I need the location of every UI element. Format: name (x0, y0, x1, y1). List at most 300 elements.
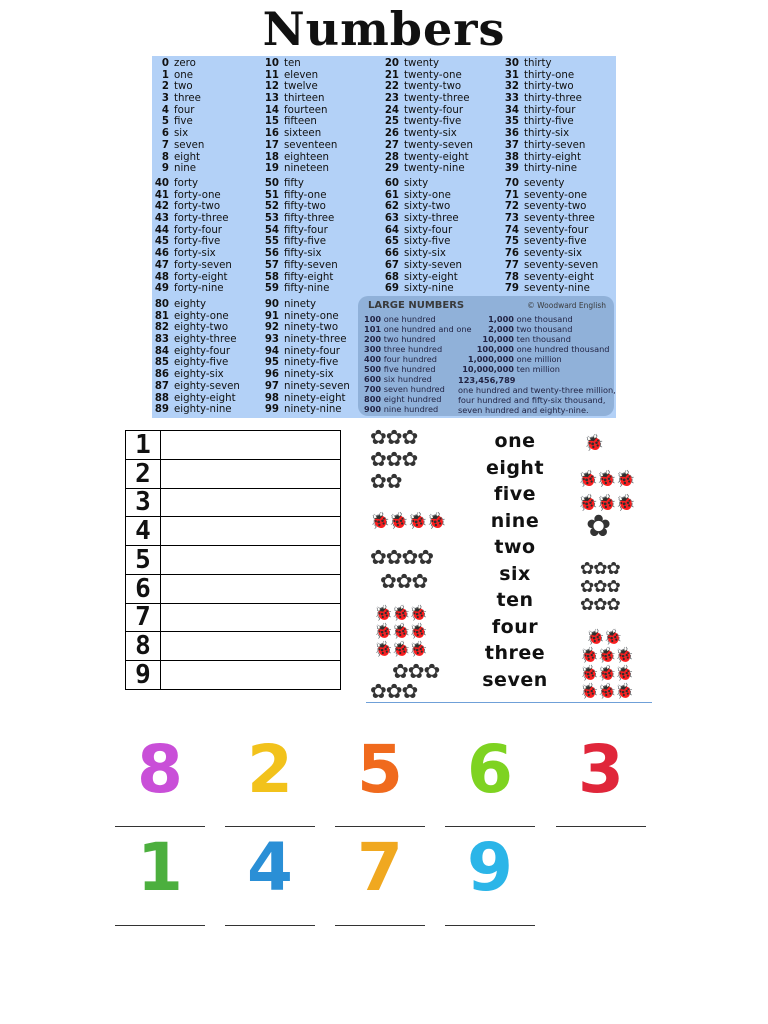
chart-row (264, 163, 337, 175)
chart-row (264, 213, 338, 225)
answer-line[interactable] (445, 826, 535, 827)
table-number: 8 (126, 632, 161, 661)
chart-number: 72 (504, 201, 519, 213)
chart-number: 69 (384, 283, 399, 295)
chart-row (154, 404, 240, 416)
chart-row (264, 248, 338, 260)
chart-row (154, 357, 240, 369)
ladybug-icon: 🐞🐞🐞 (374, 622, 428, 640)
chart-row (264, 404, 350, 416)
table-row (126, 431, 341, 460)
chart-column-50-59 (264, 178, 338, 295)
chart-row (504, 58, 585, 70)
chart-number: 19 (264, 163, 279, 175)
table-row (126, 574, 341, 603)
ladybug-icon: 🐞🐞🐞 (580, 664, 634, 682)
large-row (456, 344, 610, 354)
cartoon-digit: 1 (137, 829, 183, 906)
chart-row (264, 381, 350, 393)
large-row (456, 324, 610, 334)
chart-word: fifty-six (284, 248, 322, 260)
chart-row (384, 128, 473, 140)
chart-row (384, 70, 473, 82)
answer-line[interactable] (335, 925, 425, 926)
chart-row (264, 128, 337, 140)
chart-word: thirty (524, 58, 552, 69)
large-word: five hundred (383, 364, 436, 374)
table-row (126, 517, 341, 546)
chart-row (154, 260, 232, 272)
answer-line[interactable] (556, 826, 646, 827)
large-word: one hundred and one (383, 324, 472, 334)
ladybug-icon: 🐞🐞🐞 (578, 469, 635, 488)
chart-row (504, 105, 585, 117)
chart-row (384, 116, 473, 128)
chart-number: 66 (384, 248, 399, 260)
flower-icon: ✿✿✿ (580, 577, 620, 597)
ladybug-icon: 🐞🐞🐞 (578, 493, 635, 512)
chart-word: thirty-three (524, 93, 582, 105)
match-word: five (493, 483, 537, 505)
chart-number: 17 (264, 139, 279, 151)
chart-word: seventy-four (524, 224, 589, 236)
chart-word: sixty-five (404, 236, 451, 248)
chart-number: 11 (264, 69, 279, 81)
match-word: eight (485, 456, 545, 479)
flower-icon: ✿✿✿ (392, 659, 440, 683)
large-row (456, 334, 610, 344)
chart-number: 54 (264, 224, 279, 236)
chart-row (504, 236, 598, 248)
chart-number: 53 (264, 213, 279, 225)
chart-row (154, 272, 232, 284)
chart-row (154, 213, 232, 225)
chart-row (384, 152, 473, 164)
cartoon-digit: 8 (137, 731, 183, 808)
chart-number: 74 (504, 224, 519, 236)
match-word: four (491, 615, 539, 638)
chart-word: eighty-nine (174, 404, 232, 416)
large-row (456, 354, 610, 364)
chart-word: seventy-one (524, 189, 587, 201)
chart-word: twelve (284, 81, 318, 93)
chart-number: 42 (154, 201, 169, 213)
chart-number: 5 (161, 116, 169, 128)
chart-word: ninety-six (284, 369, 334, 381)
chart-number: 75 (504, 236, 519, 248)
chart-number: 18 (264, 151, 279, 163)
chart-row (384, 213, 462, 225)
chart-row (154, 393, 240, 405)
large-row (364, 374, 472, 384)
chart-number: 15 (264, 116, 279, 128)
chart-word: fifty (284, 178, 304, 189)
chart-word: six (174, 128, 189, 140)
chart-number: 36 (504, 128, 519, 140)
chart-word: sixty-six (404, 248, 446, 260)
match-word: two (494, 536, 536, 558)
chart-row (154, 248, 232, 260)
cartoon-digit: 9 (467, 829, 513, 906)
chart-number: 65 (384, 236, 399, 248)
chart-number: 46 (154, 248, 169, 260)
chart-column-60-69 (384, 178, 462, 295)
chart-number: 31 (504, 69, 519, 81)
chart-word: zero (174, 58, 196, 69)
chart-row (264, 201, 338, 213)
chart-word: twenty-three (404, 93, 470, 105)
chart-number: 35 (504, 116, 519, 128)
chart-row (264, 116, 337, 128)
chart-word: forty-one (174, 189, 221, 201)
chart-word: nine (174, 163, 197, 175)
chart-number: 99 (264, 404, 279, 416)
chart-word: forty-two (174, 201, 221, 213)
chart-column-90-99 (264, 299, 350, 416)
large-number: 200 (364, 334, 382, 344)
chart-word: ninety (284, 299, 317, 310)
chart-word: forty-four (174, 224, 222, 236)
chart-number: 73 (504, 213, 519, 225)
chart-number: 40 (154, 178, 169, 189)
chart-number: 8 (161, 151, 169, 163)
chart-word: ninety-two (284, 322, 339, 334)
chart-column-30-39 (504, 58, 585, 175)
chart-word: ninety-nine (284, 404, 342, 416)
large-word: one hundred thousand (516, 344, 610, 354)
chart-word: twenty-nine (404, 163, 465, 175)
chart-word: thirty-eight (524, 151, 582, 163)
chart-word: sixty-four (404, 224, 453, 236)
chart-word: sixty-eight (404, 271, 458, 283)
chart-number: 98 (264, 392, 279, 404)
answer-line[interactable] (115, 925, 205, 926)
answer-line[interactable] (335, 826, 425, 827)
chart-number: 68 (384, 271, 399, 283)
chart-word: two (174, 81, 193, 93)
flower-icon: ✿✿ (370, 469, 402, 493)
chart-row (154, 116, 204, 128)
chart-number: 26 (384, 128, 399, 140)
chart-number: 24 (384, 104, 399, 116)
chart-number: 25 (384, 116, 399, 128)
chart-word: fifty-eight (284, 271, 334, 283)
table-number: 3 (126, 488, 161, 517)
large-number: 10,000 (482, 334, 514, 344)
chart-word: thirteen (284, 93, 325, 105)
chart-row (154, 346, 240, 358)
flower-icon: ✿✿✿ (580, 595, 620, 615)
chart-row (154, 81, 204, 93)
answer-line[interactable] (445, 925, 535, 926)
answer-blank-cell[interactable] (161, 459, 341, 488)
answer-line[interactable] (115, 826, 205, 827)
answer-blank-cell[interactable] (161, 661, 341, 690)
chart-row (154, 140, 204, 152)
chart-number: 88 (154, 392, 169, 404)
chart-row (154, 283, 232, 295)
chart-word: twenty-one (404, 69, 462, 81)
chart-word: fifty-four (284, 224, 328, 236)
numbers-writing-table (125, 430, 341, 690)
large-word: nine hundred (383, 404, 439, 414)
chart-word: seventy-nine (524, 283, 590, 295)
chart-number: 28 (384, 151, 399, 163)
chart-row (504, 283, 598, 295)
chart-word: forty (174, 178, 199, 189)
chart-word: twenty-four (404, 104, 464, 116)
chart-row (504, 152, 585, 164)
chart-word: five (174, 116, 193, 128)
chart-number: 39 (504, 163, 519, 175)
large-row (364, 394, 472, 404)
chart-word: eighty-six (174, 369, 224, 381)
large-number: 10,000,000 (462, 364, 514, 374)
chart-number: 58 (264, 271, 279, 283)
table-number: 7 (126, 603, 161, 632)
chart-word: fifty-two (284, 201, 326, 213)
chart-number: 30 (504, 58, 519, 69)
large-number: 700 (364, 384, 382, 394)
match-word: six (499, 562, 531, 585)
chart-number: 22 (384, 81, 399, 93)
chart-word: fifty-one (284, 189, 327, 201)
chart-word: fifty-five (284, 236, 327, 248)
chart-number: 6 (161, 128, 169, 140)
chart-word: seventy-three (524, 213, 595, 225)
chart-number: 80 (154, 299, 169, 310)
match-word: three (484, 642, 546, 664)
large-word: three hundred (383, 344, 443, 354)
chart-word: eighty-seven (174, 380, 240, 392)
chart-word: thirty-nine (524, 163, 578, 175)
chart-word: thirty-five (524, 116, 574, 128)
chart-word: seven (174, 139, 205, 151)
flower-icon: ✿✿✿ (370, 447, 418, 471)
chart-word: eighty-two (174, 322, 229, 334)
large-number: 101 (364, 324, 382, 334)
chart-word: forty-eight (174, 271, 228, 283)
chart-word: twenty (404, 58, 440, 69)
chart-row (504, 260, 598, 272)
chart-word: ninety-five (284, 357, 339, 369)
chart-word: four (174, 104, 195, 116)
large-number: 1,000,000 (467, 354, 514, 364)
chart-number: 95 (264, 357, 279, 369)
chart-word: eighty-three (174, 334, 237, 346)
chart-word: ninety-seven (284, 380, 350, 392)
chart-word: fifty-nine (284, 283, 330, 295)
table-number: 9 (126, 661, 161, 690)
answer-blank-cell[interactable] (161, 488, 341, 517)
chart-row (504, 213, 598, 225)
chart-number: 77 (504, 259, 519, 271)
chart-word: eighty-one (174, 310, 229, 322)
large-word: one thousand (516, 314, 573, 324)
chart-number: 34 (504, 104, 519, 116)
answer-line[interactable] (225, 826, 315, 827)
answer-line[interactable] (225, 925, 315, 926)
chart-row (384, 81, 473, 93)
table-number: 1 (126, 431, 161, 460)
answer-blank-cell[interactable] (161, 603, 341, 632)
answer-blank-cell[interactable] (161, 517, 341, 546)
chart-number: 14 (264, 104, 279, 116)
chart-number: 7 (161, 139, 169, 151)
chart-word: thirty-two (524, 81, 574, 93)
chart-row (154, 334, 240, 346)
chart-row (154, 381, 240, 393)
chart-number: 81 (154, 310, 169, 322)
chart-row (264, 190, 338, 202)
chart-number: 21 (384, 69, 399, 81)
chart-number: 16 (264, 128, 279, 140)
chart-word: fifteen (284, 116, 317, 128)
chart-row (504, 93, 585, 105)
chart-number: 84 (154, 345, 169, 357)
chart-word: twenty-seven (404, 139, 473, 151)
cartoon-digit: 2 (247, 731, 293, 808)
chart-row (154, 225, 232, 237)
cartoon-digit: 3 (578, 731, 624, 808)
cartoon-digit: 5 (357, 731, 403, 808)
chart-number: 70 (504, 178, 519, 189)
chart-word: sixty-nine (404, 283, 454, 295)
large-numbers-box (358, 296, 614, 416)
chart-number: 50 (264, 178, 279, 189)
table-row (126, 603, 341, 632)
chart-row (154, 322, 240, 334)
chart-number: 52 (264, 201, 279, 213)
chart-row (264, 225, 338, 237)
chart-row (154, 93, 204, 105)
large-word: ten million (516, 364, 560, 374)
chart-row (264, 369, 350, 381)
chart-number: 87 (154, 380, 169, 392)
answer-blank-cell[interactable] (161, 632, 341, 661)
large-word: four hundred (383, 354, 437, 364)
chart-number: 92 (264, 322, 279, 334)
chart-word: seventy-five (524, 236, 587, 248)
chart-number: 32 (504, 81, 519, 93)
chart-number: 0 (161, 58, 169, 69)
chart-number: 2 (161, 81, 169, 93)
chart-row (154, 369, 240, 381)
large-number: 400 (364, 354, 382, 364)
answer-blank-cell[interactable] (161, 574, 341, 603)
chart-row (264, 357, 350, 369)
chart-row (264, 105, 337, 117)
chart-number: 44 (154, 224, 169, 236)
table-row (126, 546, 341, 575)
chart-word: nineteen (284, 163, 329, 175)
chart-number: 76 (504, 248, 519, 260)
ladybug-icon: 🐞🐞🐞🐞 (370, 511, 446, 530)
flower-icon: ✿✿✿ (370, 679, 418, 703)
chart-word: thirty-four (524, 104, 576, 116)
chart-row (264, 346, 350, 358)
chart-number: 38 (504, 151, 519, 163)
chart-number: 37 (504, 139, 519, 151)
chart-row (504, 70, 585, 82)
chart-row (264, 283, 338, 295)
large-numbers-header: LARGE NUMBERS (368, 300, 465, 311)
chart-number: 83 (154, 334, 169, 346)
chart-number: 67 (384, 259, 399, 271)
chart-word: sixty-three (404, 213, 459, 225)
table-number: 5 (126, 546, 161, 575)
chart-word: forty-three (174, 213, 229, 225)
chart-number: 60 (384, 178, 399, 189)
ladybug-icon: 🐞 (584, 433, 603, 452)
chart-word: ten (284, 58, 301, 69)
large-row (456, 314, 610, 324)
chart-number: 43 (154, 213, 169, 225)
chart-row (384, 58, 473, 70)
large-number: 600 (364, 374, 382, 384)
answer-blank-cell[interactable] (161, 431, 341, 460)
example-line: four hundred and fifty-six thousand, (458, 395, 606, 405)
chart-row (154, 128, 204, 140)
chart-row (264, 58, 337, 70)
answer-blank-cell[interactable] (161, 546, 341, 575)
chart-row (384, 105, 473, 117)
chart-column-70-79 (504, 178, 598, 295)
chart-word: sixty-seven (404, 259, 463, 271)
chart-row (264, 272, 338, 284)
large-number: 500 (364, 364, 382, 374)
large-word: eight hundred (383, 394, 442, 404)
large-word: two hundred (383, 334, 436, 344)
chart-number: 91 (264, 310, 279, 322)
large-word: ten thousand (516, 334, 571, 344)
chart-row (504, 128, 585, 140)
match-word: nine (490, 509, 540, 532)
chart-row (384, 260, 462, 272)
chart-column-20-29 (384, 58, 473, 175)
chart-row (504, 116, 585, 128)
chart-row (154, 311, 240, 323)
chart-word: sixty (404, 178, 429, 189)
table-row (126, 661, 341, 690)
flower-icon: ✿✿✿ (580, 559, 620, 579)
chart-word: seventy-two (524, 201, 587, 213)
chart-word: twenty-six (404, 128, 457, 140)
chart-row (264, 178, 338, 190)
chart-row (504, 163, 585, 175)
chart-row (384, 93, 473, 105)
chart-word: eighteen (284, 151, 330, 163)
chart-word: ninety-four (284, 345, 340, 357)
chart-word: forty-seven (174, 259, 232, 271)
chart-word: fourteen (284, 104, 328, 116)
chart-row (154, 178, 232, 190)
large-number: 1,000 (488, 314, 514, 324)
cartoon-digit: 6 (467, 731, 513, 808)
chart-word: twenty-two (404, 81, 462, 93)
chart-number: 63 (384, 213, 399, 225)
chart-row (264, 93, 337, 105)
match-word: one (494, 430, 536, 452)
chart-row (504, 178, 598, 190)
chart-column-0-9 (154, 58, 204, 175)
chart-row (384, 178, 462, 190)
chart-row (384, 236, 462, 248)
chart-number: 12 (264, 81, 279, 93)
chart-number: 56 (264, 248, 279, 260)
chart-number: 57 (264, 259, 279, 271)
match-word: seven (482, 668, 548, 691)
